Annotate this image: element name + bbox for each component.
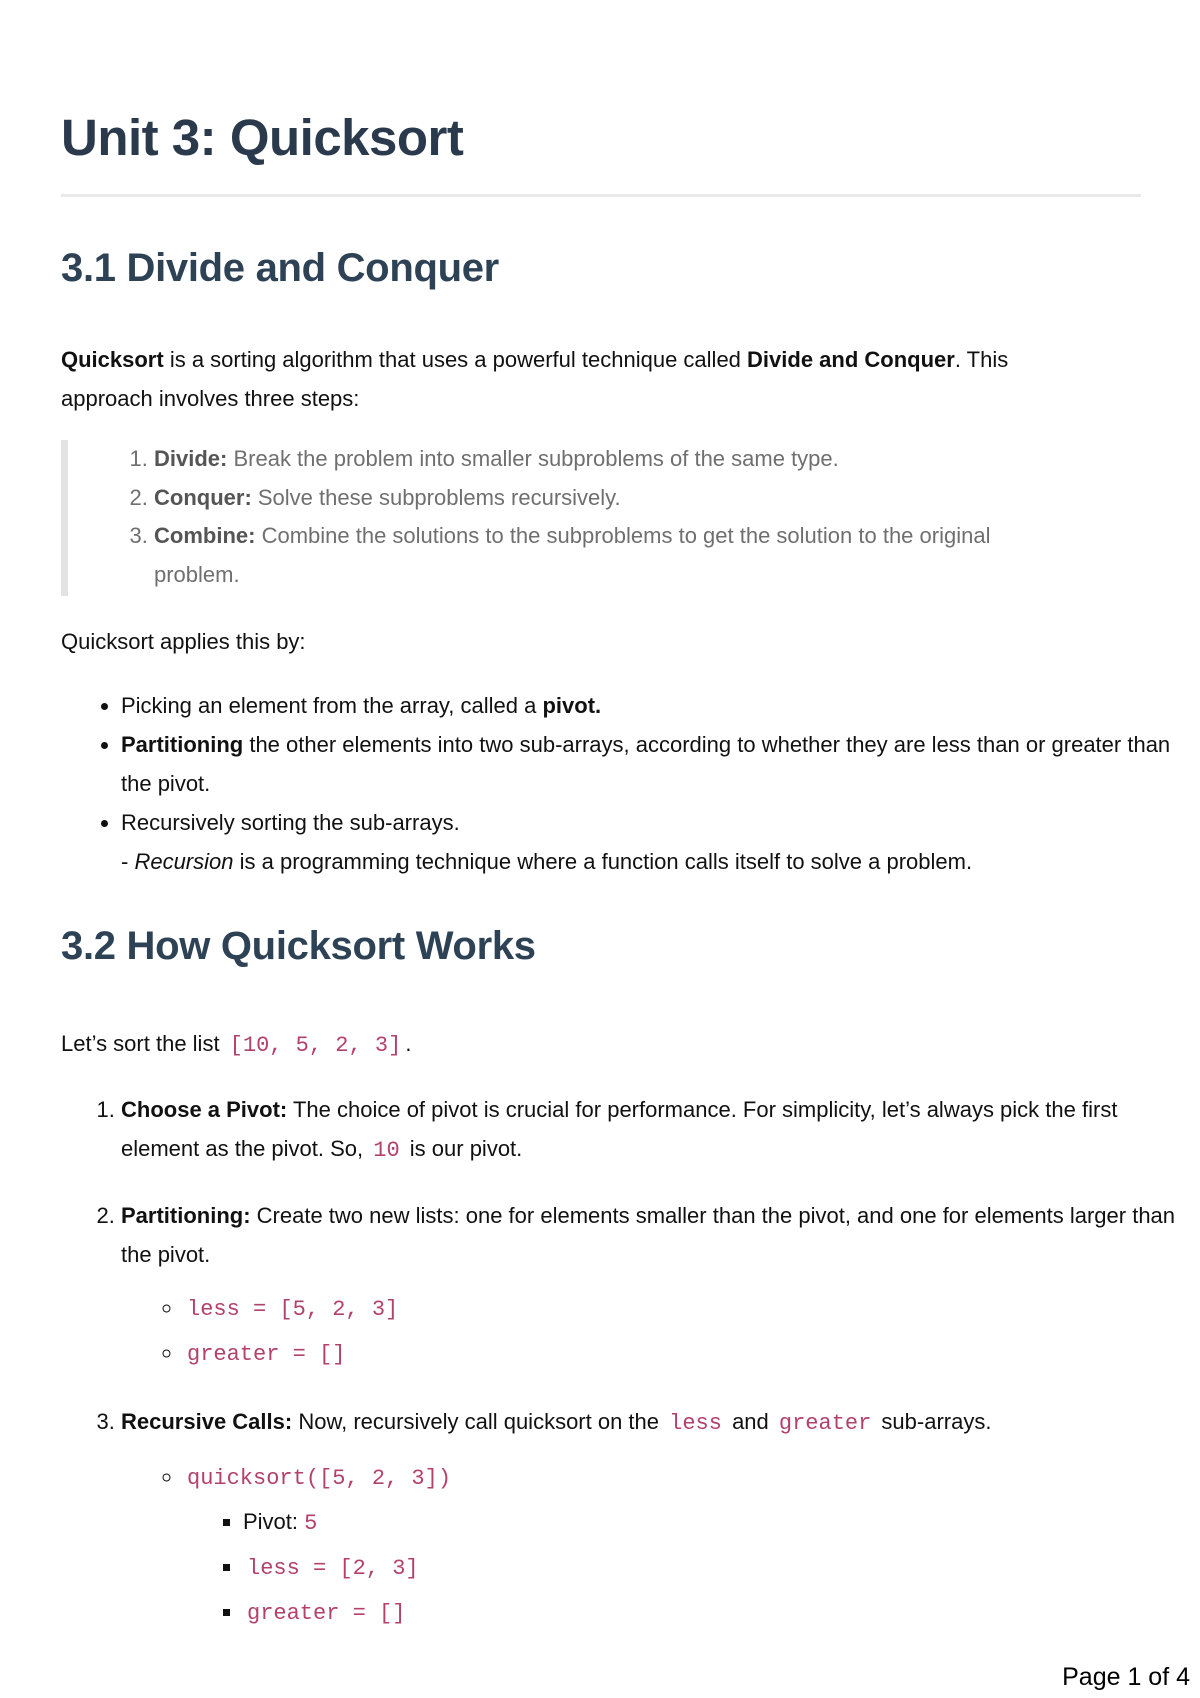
bullet-text: Recursively sorting the sub-arrays. xyxy=(121,810,460,835)
step-label: Conquer: xyxy=(154,484,252,510)
step-label: Choose a Pivot: xyxy=(121,1097,288,1122)
note-italic: Recursion xyxy=(134,849,234,874)
step-text: Now, recursively call quicksort on the xyxy=(292,1409,666,1434)
bullet-bold: pivot. xyxy=(542,693,602,718)
step-choose-pivot xyxy=(121,1090,1200,1170)
recursive-call-details xyxy=(183,1500,1200,1635)
step-text: Combine the solutions to the subproblems to get the solution to the original problem. xyxy=(154,523,991,587)
greater-code: greater = [] xyxy=(247,1601,406,1626)
section-heading-how-it-works: 3.2 How Quicksort Works xyxy=(61,924,536,968)
list-item xyxy=(243,1500,1200,1545)
lead-paragraph xyxy=(61,1024,411,1065)
lead-text: Let’s sort the list xyxy=(61,1031,226,1056)
intro-bold-divide-conquer: Divide and Conquer xyxy=(747,347,955,372)
list-item xyxy=(183,1455,1200,1635)
call-code: quicksort([5, 2, 3]) xyxy=(187,1466,452,1491)
section-heading-divide-and-conquer: 3.1 Divide and Conquer xyxy=(61,246,499,290)
lead-code: [10, 5, 2, 3] xyxy=(229,1033,402,1058)
step-partitioning xyxy=(121,1196,1200,1376)
bullet-recursion xyxy=(121,803,1181,881)
intro-text-1: is a sorting algorithm that uses a powerful technique called xyxy=(163,347,748,372)
step-label: Recursive Calls: xyxy=(121,1409,293,1434)
applies-paragraph: Quicksort applies this by: xyxy=(61,629,306,654)
greater-code: greater = [] xyxy=(187,1342,346,1367)
step-divide xyxy=(154,440,1068,479)
list-item xyxy=(183,1286,1200,1331)
step-text: The choice of pivot is crucial for performance. For simplicity, let’s always pick the first element as the pivot. So, xyxy=(121,1097,1118,1161)
lead-end: . xyxy=(405,1031,412,1056)
less-code: less = [5, 2, 3] xyxy=(187,1297,399,1322)
bullet-pivot xyxy=(121,686,1181,725)
step-label: Combine: xyxy=(154,523,256,548)
list-item xyxy=(243,1545,1200,1590)
step-conquer xyxy=(154,479,1068,518)
bullet-bold: Partitioning xyxy=(121,732,244,757)
inline-code: less xyxy=(669,1411,722,1436)
steps-blockquote xyxy=(61,440,1068,596)
note-dash: - xyxy=(121,849,135,874)
divide-conquer-steps xyxy=(68,440,1068,594)
bullet-text: the other elements into two sub-arrays, according to whether they are less than or greater than the pivot. xyxy=(121,732,1171,796)
step-text: sub-arrays. xyxy=(875,1409,992,1434)
pivot-label: Pivot: xyxy=(243,1509,305,1534)
inline-code: 10 xyxy=(373,1138,400,1163)
how-it-works-steps xyxy=(61,1090,1200,1661)
step-label: Divide: xyxy=(154,446,228,471)
page-number: Page 1 of 4 xyxy=(1062,1663,1190,1691)
less-code: less = [2, 3] xyxy=(247,1556,419,1581)
step-text: Break the problem into smaller subproblems of the same type. xyxy=(227,446,839,471)
intro-text-2: . This approach involves three steps: xyxy=(61,347,1009,411)
partition-lists xyxy=(121,1286,1200,1376)
intro-bold-quicksort: Quicksort xyxy=(61,347,164,372)
pivot-value: 5 xyxy=(304,1511,318,1536)
bullet-text: Picking an element from the array, called a xyxy=(121,693,543,718)
intro-paragraph xyxy=(61,340,1101,418)
inline-code: greater xyxy=(778,1411,872,1436)
step-recursive-calls xyxy=(121,1402,1200,1635)
quicksort-bullets xyxy=(61,686,1181,881)
note-text: is a programming technique where a function calls itself to solve a problem. xyxy=(233,849,973,874)
recursive-call-list xyxy=(121,1455,1200,1635)
step-text: and xyxy=(725,1409,775,1434)
step-text: is our pivot. xyxy=(403,1136,523,1161)
bullet-partitioning xyxy=(121,725,1181,803)
title-divider xyxy=(61,194,1141,197)
page-title: Unit 3: Quicksort xyxy=(61,109,464,166)
step-label: Partitioning: xyxy=(121,1203,251,1228)
list-item xyxy=(243,1590,1200,1635)
recursion-note xyxy=(121,842,1181,881)
step-combine xyxy=(154,517,1068,594)
step-text: Solve these subproblems recursively. xyxy=(251,484,621,510)
list-item xyxy=(183,1331,1200,1376)
step-text: Create two new lists: one for elements smaller than the pivot, and one for elements larger than the pivot. xyxy=(121,1203,1176,1267)
